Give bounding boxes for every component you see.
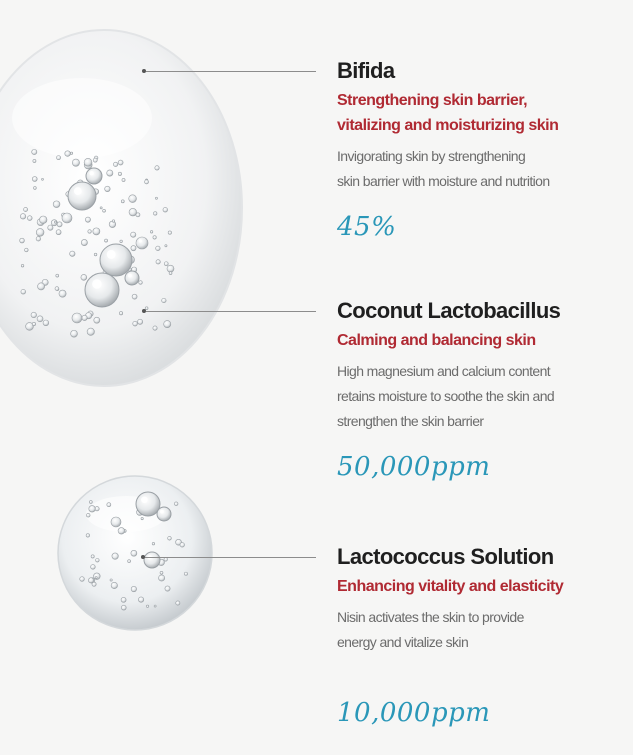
bubble — [154, 605, 156, 607]
bubble — [92, 582, 96, 586]
description-line: Invigorating skin by strengthening — [337, 148, 526, 164]
bubble — [54, 221, 56, 223]
bubble — [167, 265, 174, 272]
bubble — [141, 517, 143, 519]
bubble — [93, 228, 100, 235]
ingredient-lactococcus-solution — [337, 544, 627, 655]
ingredient-subtitle — [337, 88, 627, 138]
ingredient-description — [337, 605, 627, 655]
bubble-highlight — [92, 279, 102, 289]
bubble — [84, 158, 92, 166]
bubble — [164, 321, 171, 328]
bubble — [159, 575, 165, 581]
ingredient-value: 10,000ppm — [337, 698, 491, 728]
bubble — [33, 159, 36, 162]
bubble — [93, 158, 97, 162]
bubble — [32, 322, 35, 325]
bubble — [55, 287, 59, 291]
bubble — [164, 262, 168, 266]
bubble — [113, 162, 117, 166]
description-line: energy and vitalize skin — [337, 634, 469, 650]
bubble — [129, 208, 137, 216]
bubble — [160, 571, 163, 574]
bubble — [24, 207, 28, 211]
bubble — [21, 289, 26, 294]
bubble — [81, 239, 87, 245]
bubble — [105, 239, 108, 242]
bubble — [39, 216, 47, 224]
bubble — [94, 317, 100, 323]
bubble-highlight — [160, 510, 164, 514]
bubble — [146, 605, 148, 607]
bubble — [57, 222, 62, 227]
description-line: retains moisture to soothe the skin and — [337, 388, 555, 404]
bubble — [105, 186, 111, 192]
bubble — [88, 230, 92, 234]
bubble — [72, 159, 79, 166]
bubble — [38, 283, 45, 290]
bubble — [133, 321, 138, 326]
bubble — [162, 298, 166, 302]
bubble — [72, 313, 82, 323]
bubble — [20, 214, 26, 220]
ingredient-value: 50,000ppm — [337, 452, 491, 482]
bubble — [32, 177, 37, 182]
ingredient-description — [337, 144, 627, 194]
bubble — [103, 209, 106, 212]
bubble — [129, 195, 137, 203]
bubble — [137, 319, 142, 324]
bubble — [37, 316, 43, 322]
bubble-highlight — [89, 171, 93, 175]
bubble — [176, 601, 180, 605]
bubble — [107, 170, 113, 176]
bubble — [121, 200, 124, 203]
bubble — [89, 501, 92, 504]
bubble — [131, 586, 136, 591]
ingredient-bifida — [337, 58, 627, 194]
bubble — [100, 207, 102, 209]
bubble-highlight — [74, 187, 82, 195]
ingredient-title: Bifida — [337, 58, 395, 83]
bubble — [118, 160, 123, 165]
bubble — [91, 555, 94, 558]
bubble — [96, 558, 100, 562]
bubble — [110, 579, 112, 581]
bubble — [131, 550, 137, 556]
bubble — [95, 577, 97, 579]
bubble — [164, 558, 168, 562]
bubble — [71, 330, 78, 337]
bubble — [70, 251, 75, 256]
bubble — [48, 225, 53, 230]
description-line: Nisin activates the skin to provide — [337, 609, 524, 625]
bubble — [118, 528, 125, 535]
bubble — [163, 207, 168, 212]
bubble — [21, 264, 24, 267]
bubble — [136, 492, 160, 516]
description-line: strengthen the skin barrier — [337, 413, 484, 429]
subtitle-line: Calming and balancing skin — [337, 332, 536, 349]
connector-line-1 — [146, 71, 316, 72]
bubble — [91, 565, 96, 570]
bubble — [145, 180, 149, 184]
bubble — [165, 586, 170, 591]
ingredient-description — [337, 359, 627, 434]
bubble — [169, 272, 172, 275]
bubble — [119, 312, 122, 315]
bubble — [86, 168, 102, 184]
bubble — [112, 553, 118, 559]
bubble — [82, 315, 87, 320]
ingredient-subtitle — [337, 328, 627, 353]
bubble — [121, 605, 126, 610]
bubble — [157, 507, 171, 521]
bubble — [132, 294, 137, 299]
bubble — [156, 246, 161, 251]
bubble — [68, 182, 96, 210]
bubble-highlight — [107, 250, 116, 259]
bubble — [87, 328, 94, 335]
subtitle-line: vitalizing and moisturizing skin — [337, 117, 559, 134]
bubble — [131, 232, 136, 237]
serum-droplet-large-image — [0, 28, 244, 390]
ingredient-title: Coconut Lactobacillus — [337, 298, 561, 323]
bubble-highlight — [139, 239, 142, 242]
bubble — [86, 534, 89, 537]
bubble — [144, 552, 160, 568]
bubble-highlight — [141, 496, 148, 503]
bubble — [125, 271, 139, 285]
bubble — [168, 536, 172, 540]
bubble — [153, 326, 157, 330]
serum-droplet-small-image — [56, 474, 214, 632]
bubble — [89, 506, 96, 513]
bubble-highlight — [128, 274, 132, 278]
description-line: High magnesium and calcium content — [337, 363, 551, 379]
bubble — [81, 274, 87, 280]
bubble — [53, 201, 60, 208]
bubble — [41, 178, 43, 180]
bubble — [107, 503, 111, 507]
bubble — [56, 230, 61, 235]
bubble — [85, 217, 90, 222]
bubble — [121, 597, 126, 602]
bubble — [150, 231, 153, 234]
subtitle-line: Enhancing vitality and elasticity — [337, 578, 564, 595]
bubble — [57, 156, 61, 160]
bubble — [154, 212, 157, 215]
bubble — [138, 597, 143, 602]
bubble — [174, 502, 178, 506]
ingredient-subtitle — [337, 574, 627, 599]
bubble — [155, 197, 157, 199]
bubble — [168, 231, 171, 234]
bubble — [112, 220, 115, 223]
bubble — [120, 240, 123, 243]
bubble — [59, 290, 66, 297]
ingredient-value: 45% — [337, 212, 397, 242]
bubble — [111, 582, 117, 588]
bubble — [152, 542, 155, 545]
bubble — [65, 151, 71, 157]
ingredient-title: Lactococcus Solution — [337, 544, 554, 569]
connector-line-3 — [145, 557, 316, 558]
bubble — [20, 238, 25, 243]
bubble — [36, 229, 44, 237]
bubble — [80, 577, 85, 582]
bubble — [36, 237, 40, 241]
bubble — [70, 152, 72, 154]
bubble — [180, 543, 185, 548]
bubble — [32, 149, 37, 154]
bubble — [118, 172, 121, 175]
bubble — [86, 513, 90, 517]
bubble — [85, 273, 119, 307]
bubble — [156, 260, 160, 264]
bubble — [27, 216, 32, 221]
bubble — [43, 320, 49, 326]
bubble — [155, 166, 159, 170]
bubble — [128, 560, 131, 563]
bubble — [88, 578, 93, 583]
bubble — [94, 253, 97, 256]
description-line: skin barrier with moisture and nutrition — [337, 173, 550, 189]
bubble — [122, 178, 125, 181]
bubble — [56, 274, 59, 277]
ingredient-coconut-lactobacillus — [337, 298, 627, 434]
bubble — [165, 245, 167, 247]
bubble — [131, 246, 136, 251]
bubble — [25, 248, 29, 252]
bubble — [100, 244, 132, 276]
subtitle-line: Strengthening skin barrier, — [337, 92, 528, 109]
bubble — [62, 213, 72, 223]
bubble — [34, 187, 37, 190]
bubble — [136, 237, 148, 249]
bubble — [153, 236, 156, 239]
bubble — [184, 572, 187, 575]
bubble — [31, 312, 37, 318]
bubble — [139, 281, 143, 285]
bubble — [111, 517, 121, 527]
connector-line-2 — [146, 311, 316, 312]
